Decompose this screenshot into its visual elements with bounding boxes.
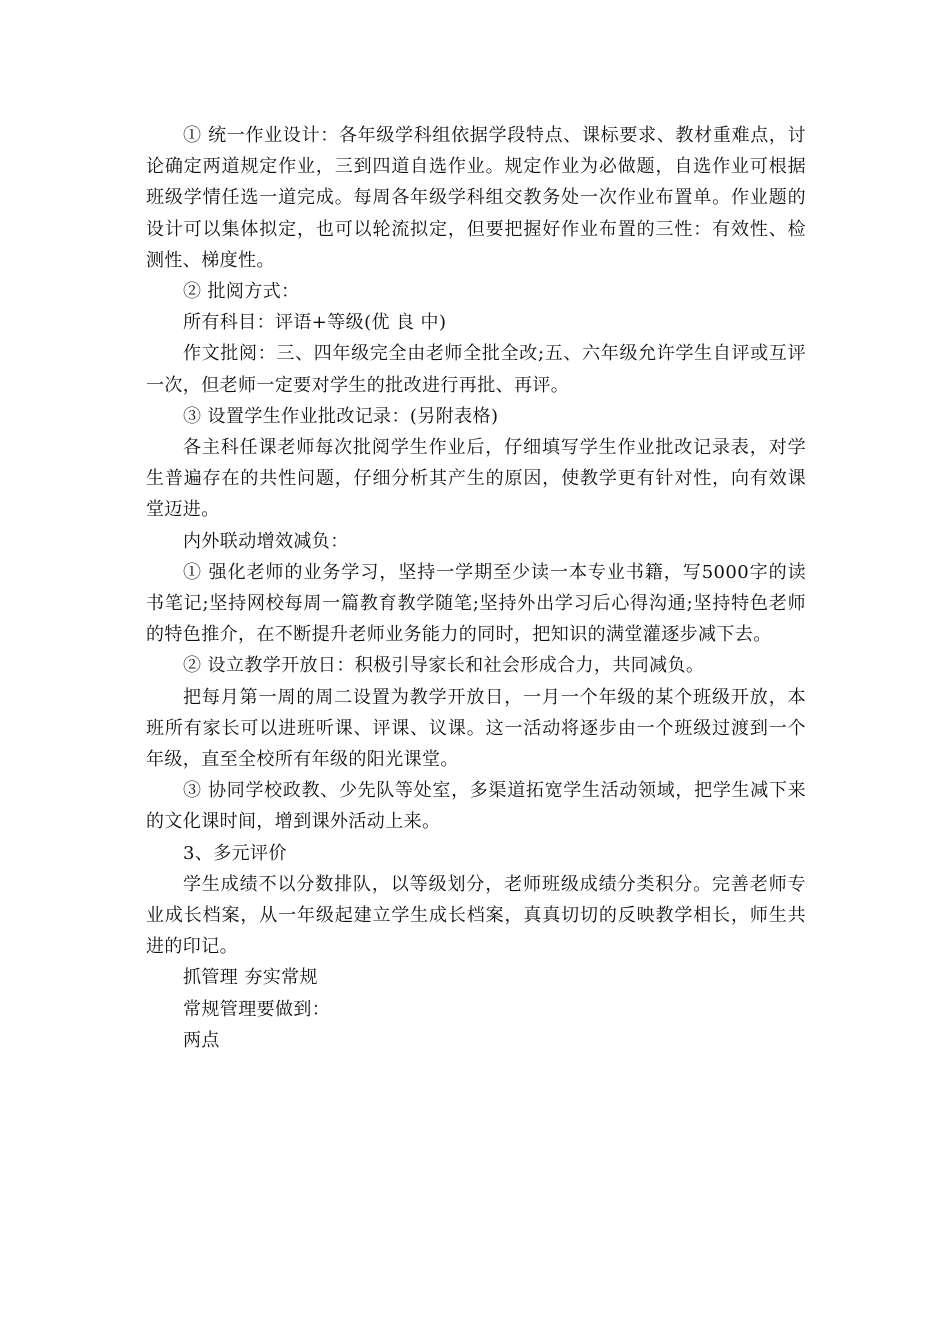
paragraph-grading-method: ② 批阅方式： [183,281,300,303]
paragraph-evaluation-detail: 学生成绩不以分数排队，以等级划分，老师班级成绩分类积分。完善老师专业成长档案，从一年级起建立学生成长档案，真真切切的反映教学相长，师生共进的印记。 [146,873,806,958]
paragraph-open-day: ② 设立教学开放日：积极引导家长和社会形成合力，共同减负。 [183,655,705,677]
paragraph-open-day-detail: 把每月第一周的周二设置为教学开放日，一月一个年级的某个班级开放，本班所有家长可以进班听课、评课、议课。这一活动将逐步由一个班级过渡到一个年级，直至全校所有年级的阳光课堂。 [146,686,806,771]
section-heading-management: 抓管理 夯实常规 [183,967,318,989]
section-heading-evaluation: 3、多元评价 [183,842,287,864]
paragraph-all-subjects: 所有科目：评语+等级(优 良 中) [183,312,447,334]
paragraph-grading-record: ③ 设置学生作业批改记录：(另附表格) [183,405,499,427]
paragraph-homework-design: ① 统一作业设计：各年级学科组依据学段特点、课标要求、教材重难点，讨论确定两道规定作业，三到四道自选作业。规定作业为必做题，自选作业可根据班级学情任选一道完成。每周各年级学科组交教务处一次作业布置单。作业题的设计可以集体拟定，也可以轮流拟定，但要把握好作业布置的三性：有效性、检测性、梯度性。 [146,125,806,271]
paragraph-two-points: 两点 [183,1029,220,1051]
paragraph-activities: ③ 协同学校政教、少先队等处室，多渠道拓宽学生活动领域，把学生减下来的文化课时间，增到课外活动上来。 [146,780,806,833]
paragraph-teacher-study: ① 强化老师的业务学习，坚持一学期至少读一本专业书籍，写5000字的读书笔记;坚持网校每周一篇教育教学随笔;坚持外出学习后心得沟通;坚持特色老师的特色推介，在不断提升老师业务能力的同时，把知识的满堂灌逐步减下去。 [146,561,806,646]
paragraph-management-intro: 常规管理要做到： [183,998,331,1020]
document-body [146,120,806,1056]
paragraph-essay-grading: 作文批阅：三、四年级完全由老师全批全改;五、六年级允许学生自评或互评一次，但老师一定要对学生的批改进行再批、再评。 [146,343,806,396]
paragraph-inner-outer-linkage: 内外联动增效减负： [183,530,349,552]
paragraph-record-detail: 各主科任课老师每次批阅学生作业后，仔细填写学生作业批改记录表，对学生普遍存在的共性问题，仔细分析其产生的原因，使教学更有针对性，向有效课堂迈进。 [146,437,806,521]
